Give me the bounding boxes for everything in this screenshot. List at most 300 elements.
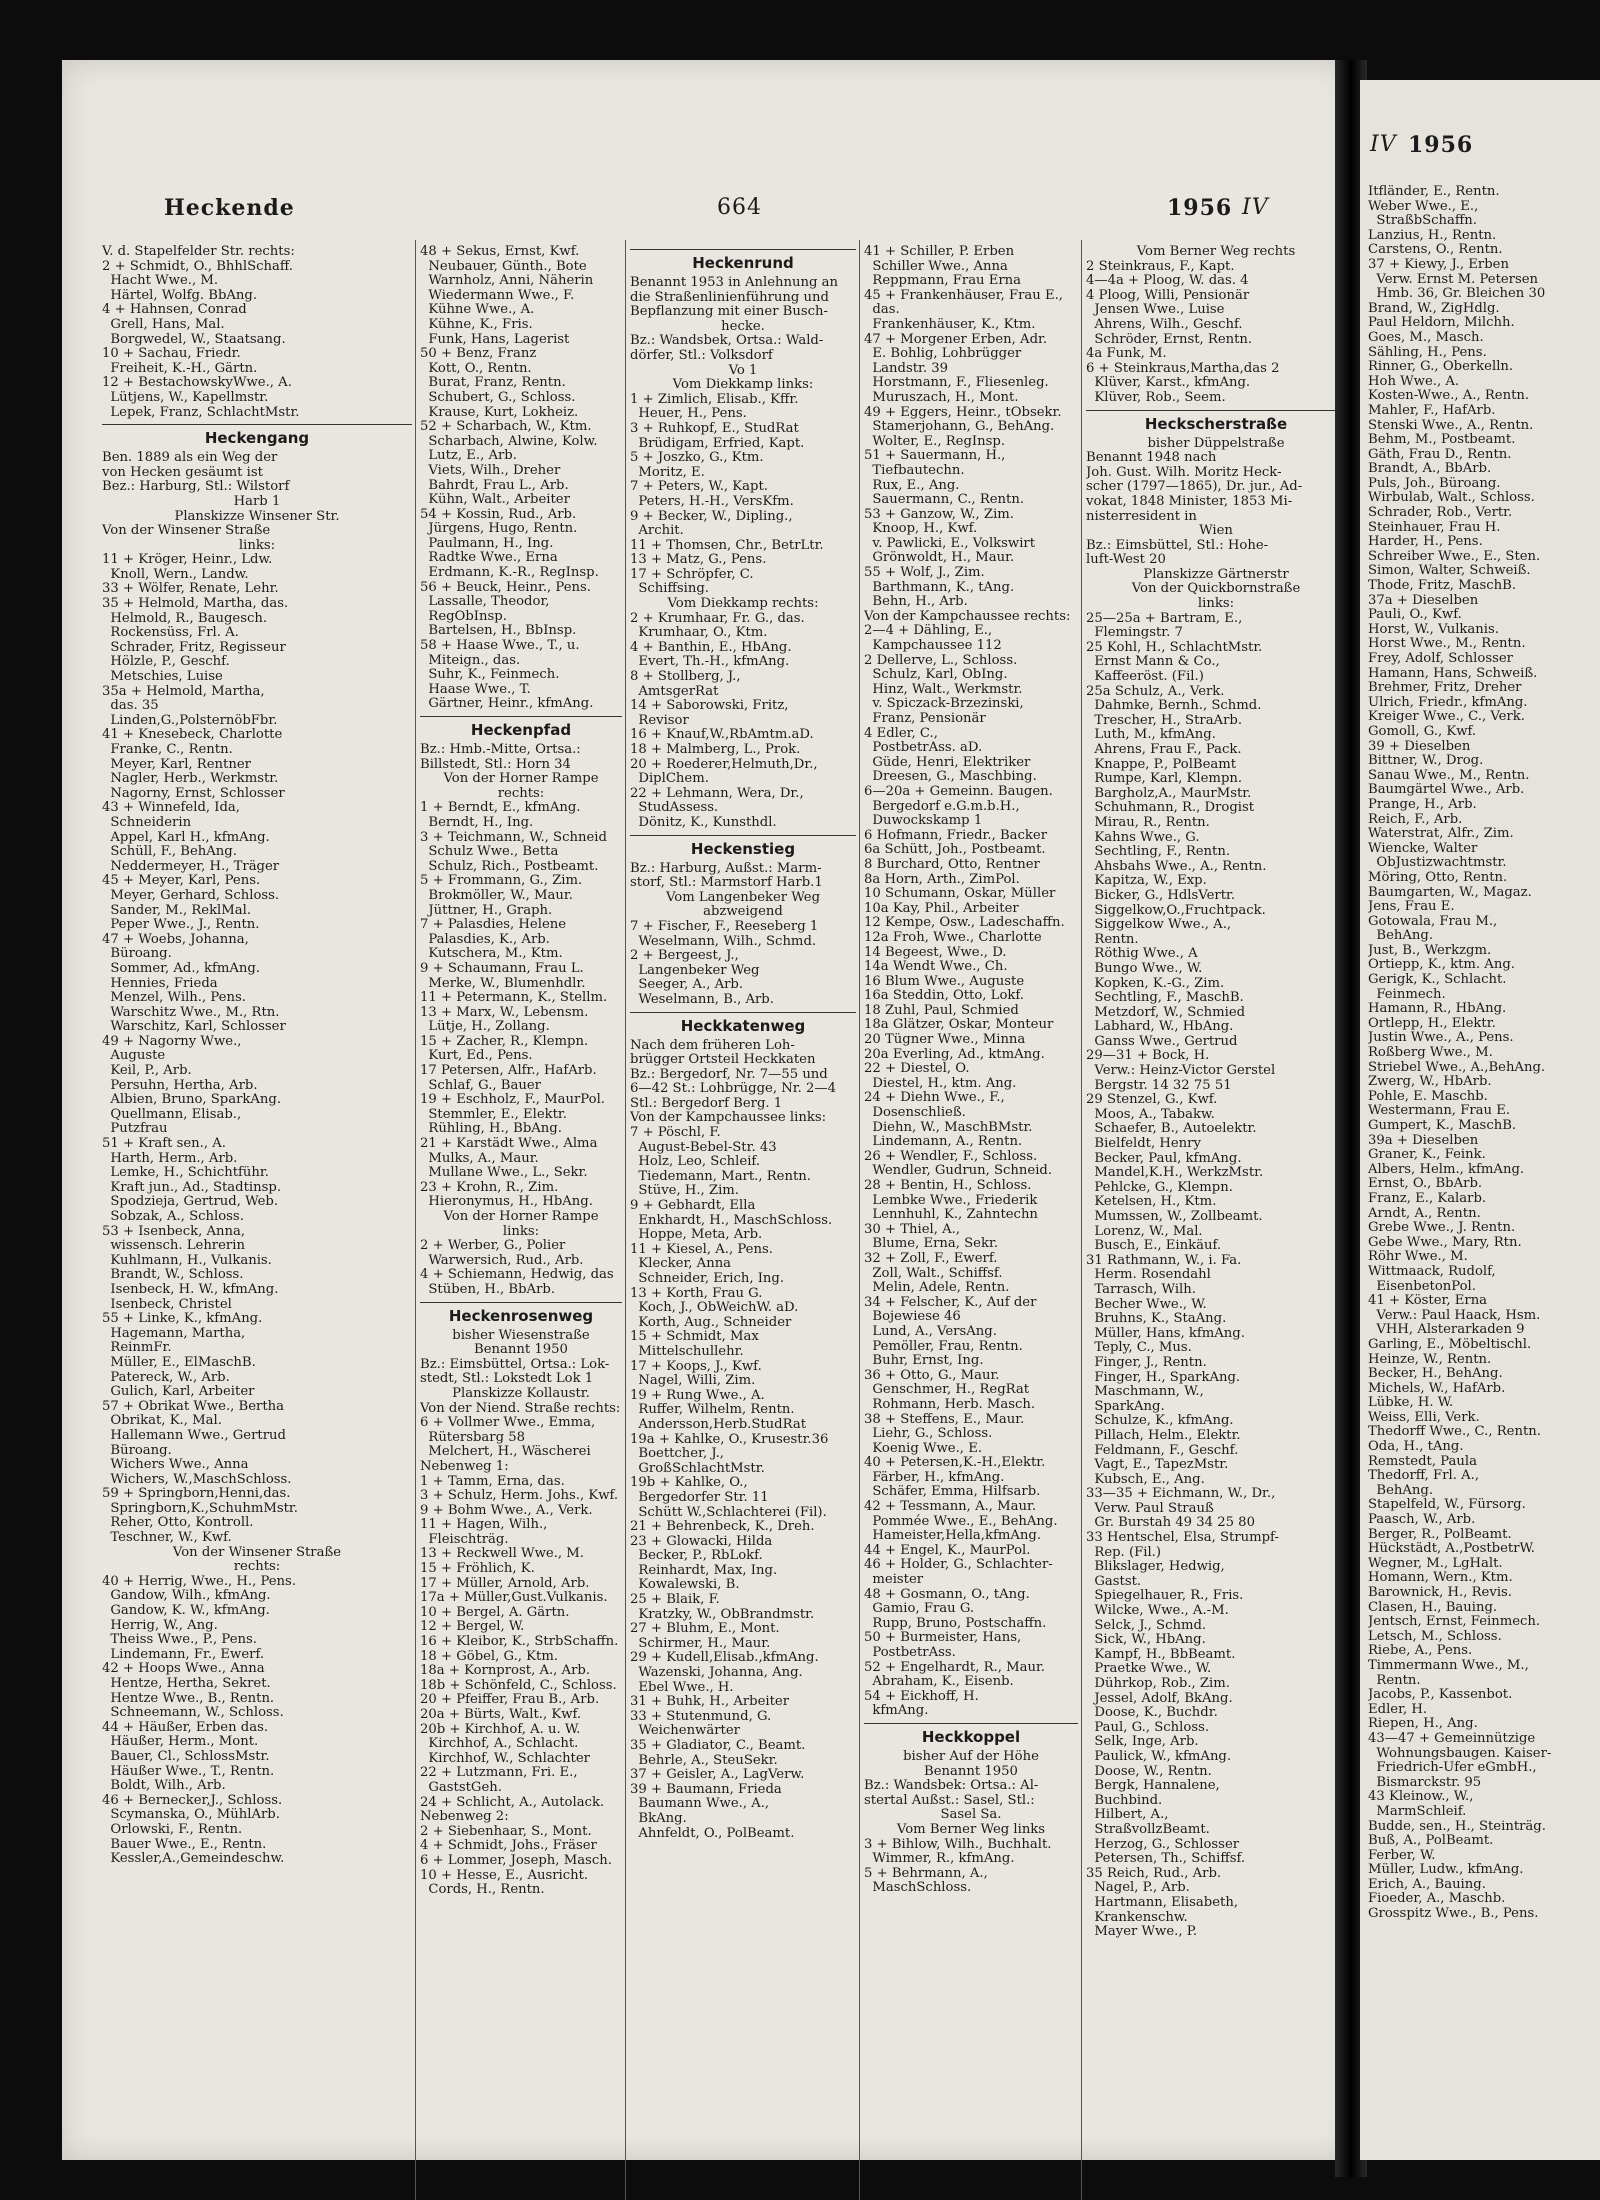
- street-heading: Heckkatenweg: [630, 1012, 856, 1039]
- column-6: [1368, 185, 1598, 2145]
- directory-line: 10 + Sachau, Friedr.: [102, 346, 241, 362]
- directory-line: 41 + Köster, Erna: [1368, 1293, 1488, 1309]
- directory-line: Hartmann, Elisabeth,: [1086, 1894, 1239, 1910]
- directory-line: Korth, Aug., Schneider: [630, 1314, 792, 1330]
- directory-line: 9 + Bohm Wwe., A., Verk.: [420, 1502, 593, 1518]
- directory-line: Evert, Th.-H., kfmAng.: [630, 654, 790, 670]
- directory-line: Gotowala, Frau M.,: [1368, 913, 1498, 929]
- directory-line: Auguste: [102, 1048, 166, 1064]
- directory-line: 20b + Kirchhof, A. u. W.: [420, 1721, 581, 1737]
- directory-line: Schüll, F., BehAng.: [102, 844, 237, 860]
- directory-line: Gandow, K. W., kfmAng.: [102, 1603, 270, 1619]
- directory-line: Harder, H., Pens.: [1368, 534, 1483, 550]
- directory-line: Wilcke, Wwe., A.-M.: [1086, 1603, 1229, 1619]
- directory-line: Bargholz,A., MaurMstr.: [1086, 785, 1252, 801]
- directory-line: Sander, M., ReklMal.: [102, 902, 252, 918]
- directory-line: Kühn, Walt., Arbeiter: [420, 492, 570, 508]
- directory-line: Sick, W., HbAng.: [1086, 1632, 1206, 1648]
- directory-line: Wirbulab, Walt., Schloss.: [1368, 490, 1535, 506]
- directory-line: Planskizze Kollaustr.: [452, 1385, 590, 1401]
- directory-line: Verw. Paul Strauß: [1086, 1500, 1214, 1516]
- directory-line: links:: [238, 537, 276, 553]
- directory-line: 22 + Lutzmann, Fri. E.,: [420, 1765, 578, 1781]
- directory-line: links:: [502, 1223, 540, 1239]
- directory-line: Wolter, E., RegInsp.: [864, 433, 1006, 449]
- directory-line: Thode, Fritz, MaschB.: [1368, 578, 1517, 594]
- directory-line: August-Bebel-Str. 43: [630, 1139, 777, 1155]
- directory-line: Koch, J., ObWeichW. aD.: [630, 1300, 799, 1316]
- directory-line: Müller, Ludw., kfmAng.: [1368, 1862, 1524, 1878]
- directory-line: Baumgarten, W., Magaz.: [1368, 884, 1532, 900]
- directory-line: Moritz, E.: [630, 464, 705, 480]
- directory-line: 23 + Krohn, R., Zim.: [420, 1179, 559, 1195]
- directory-line: Baumann Wwe., A.,: [630, 1796, 770, 1812]
- directory-line: 18a + Kornprost, A., Arb.: [420, 1663, 591, 1679]
- directory-line: Bz.: Wandsbek: Ortsa.: Al-: [864, 1778, 1039, 1794]
- directory-line: Bittner, W., Drog.: [1368, 753, 1484, 769]
- directory-line: Ahsbahs Wwe., A., Rentn.: [1086, 858, 1267, 874]
- directory-line: Itfländer, E., Rentn.: [1368, 185, 1500, 199]
- directory-line: Sanau Wwe., M., Rentn.: [1368, 767, 1530, 783]
- directory-line: 8a Horn, Arth., ZimPol.: [864, 871, 1020, 887]
- directory-line: 25 Kohl, H., SchlachtMstr.: [1086, 639, 1263, 655]
- directory-line: 15 + Fröhlich, K.: [420, 1561, 535, 1577]
- directory-line: Timmermann Wwe., M.,: [1368, 1657, 1529, 1673]
- directory-line: Schrader, Fritz, Regisseur: [102, 639, 286, 655]
- column-rule: [859, 240, 860, 2200]
- directory-line: Wazenski, Johanna, Ang.: [630, 1665, 803, 1681]
- directory-line: Bojewiese 46: [864, 1309, 961, 1325]
- directory-line: Schneider, Erich, Ing.: [630, 1271, 785, 1286]
- directory-line: Harb 1: [233, 493, 281, 509]
- directory-line: Prange, H., Arb.: [1368, 796, 1477, 812]
- directory-line: Clasen, H., Bauing.: [1368, 1599, 1498, 1615]
- directory-line: Liehr, G., Schloss.: [864, 1426, 993, 1442]
- directory-line: Michels, W., HafArb.: [1368, 1380, 1506, 1396]
- directory-line: Schlaf, G., Bauer: [420, 1077, 541, 1093]
- directory-line: 24 + Schlicht, A., Autolack.: [420, 1794, 605, 1810]
- directory-line: Sobzak, A., Schloss.: [102, 1209, 244, 1224]
- directory-line: Schütt W.,Schlachterei (Fil).: [630, 1504, 827, 1520]
- directory-line: Sauermann, C., Rentn.: [864, 492, 1025, 508]
- directory-line: 12 Kempe, Osw., Ladeschaffn.: [864, 915, 1065, 931]
- directory-line: 46 + Holder, G., Schlachter-: [864, 1557, 1053, 1573]
- directory-line: Ernst Mann & Co.,: [1086, 654, 1220, 670]
- directory-line: 11 + Kiesel, A., Pens.: [630, 1241, 773, 1257]
- directory-line: Schulz Wwe., Betta: [420, 844, 559, 860]
- street-heading: Heckkoppel: [864, 1723, 1078, 1750]
- directory-line: 15 + Schmidt, Max: [630, 1329, 759, 1345]
- directory-line: 43 + Winnefeld, Ida,: [102, 800, 240, 816]
- directory-line: Kahns Wwe., G.: [1086, 829, 1200, 845]
- directory-line: Franz, Pensionär: [864, 711, 986, 726]
- directory-line: Isenbeck, H. W., kfmAng.: [102, 1281, 279, 1297]
- directory-line: Carstens, O., Rentn.: [1368, 242, 1503, 258]
- directory-line: Dönitz, K., Kunsthdl.: [630, 814, 777, 830]
- directory-line: 10 + Bergel, A. Gärtn.: [420, 1604, 570, 1620]
- directory-line: Mayer Wwe., P.: [1086, 1924, 1198, 1940]
- directory-line: Harth, Herm., Arb.: [102, 1150, 238, 1166]
- directory-line: Knoll, Wern., Landw.: [102, 566, 249, 582]
- directory-line: Kirchhof, A., Schlacht.: [420, 1736, 579, 1752]
- directory-line: 6—20a + Gemeinn. Baugen.: [864, 783, 1053, 799]
- directory-line: Lütje, H., Zollang.: [420, 1019, 550, 1035]
- directory-line: Ortlepp, H., Elektr.: [1368, 1015, 1496, 1031]
- directory-line: Brüdigam, Erfried, Kapt.: [630, 435, 805, 451]
- directory-line: Rentn.: [1086, 931, 1139, 947]
- directory-line: 6 + Vollmer Wwe., Emma,: [420, 1415, 596, 1431]
- directory-line: Thedorff Wwe., C., Rentn.: [1368, 1424, 1541, 1440]
- directory-line: Horstmann, F., Fliesenleg.: [864, 375, 1049, 391]
- directory-line: Ernst, O., BbArb.: [1368, 1176, 1483, 1192]
- directory-line: Schröder, Ernst, Rentn.: [1086, 331, 1253, 347]
- directory-line: Kampf, H., BbBeamt.: [1086, 1646, 1236, 1662]
- directory-line: Bepflanzung mit einer Busch-: [630, 304, 828, 320]
- directory-line: 46 + Bernecker,J., Schloss.: [102, 1792, 283, 1808]
- directory-line: Hoh Wwe., A.: [1368, 373, 1460, 389]
- directory-line: Weselmann, Wilh., Schmd.: [630, 933, 817, 949]
- directory-line: Vom Diekkamp links:: [672, 377, 814, 393]
- directory-line: Schirmer, H., Maur.: [630, 1635, 771, 1651]
- directory-line: 25—25a + Bartram, E.,: [1086, 610, 1243, 626]
- directory-line: Spodzieja, Gertrud, Web.: [102, 1194, 279, 1210]
- directory-line: Steinhauer, Frau H.: [1368, 519, 1501, 535]
- directory-line: Verw.: Paul Haack, Hsm.: [1368, 1307, 1541, 1323]
- directory-line: 29 + Kudell,Elisab.,kfmAng.: [630, 1650, 819, 1666]
- directory-line: Brand, W., ZigHdlg.: [1368, 300, 1500, 316]
- directory-line: Grell, Hans, Mal.: [102, 316, 225, 332]
- directory-line: Mandel,K.H., WerkzMstr.: [1086, 1165, 1264, 1181]
- directory-line: Riebe, A., Pens.: [1368, 1643, 1473, 1659]
- directory-line: Kühne Wwe., A.: [420, 302, 535, 318]
- directory-line: Gomoll, G., Kwf.: [1368, 723, 1477, 739]
- directory-line: Kurt, Ed., Pens.: [420, 1048, 533, 1064]
- directory-line: Gastst.: [1086, 1573, 1142, 1589]
- directory-line: Pohle, E. Maschb.: [1368, 1088, 1488, 1104]
- directory-line: Frankenhäuser, K., Ktm.: [864, 316, 1036, 332]
- directory-line: Weber Wwe., E.,: [1368, 198, 1479, 214]
- directory-line: Weselmann, B., Arb.: [630, 991, 774, 1007]
- directory-line: Nagel, P., Arb.: [1086, 1880, 1190, 1896]
- directory-line: Bz.: Wandsbek, Ortsa.: Wald-: [630, 333, 824, 349]
- directory-line: Sähling, H., Pens.: [1368, 344, 1487, 360]
- directory-line: Lübke, H. W.: [1368, 1395, 1454, 1411]
- directory-line: PostbetrAss.: [864, 1645, 956, 1660]
- directory-line: Langenbeker Weg: [630, 962, 760, 978]
- directory-line: Gebe Wwe., Mary, Rtn.: [1368, 1234, 1522, 1250]
- directory-line: scher (1797—1865), Dr. jur., Ad-: [1086, 479, 1303, 495]
- directory-line: Lorenz, W., Mal.: [1086, 1223, 1203, 1239]
- directory-line: Pemöller, Frau, Rentn.: [864, 1338, 1023, 1354]
- directory-line: Menzel, Wilh., Pens.: [102, 990, 246, 1006]
- directory-line: Brokmöller, W., Maur.: [420, 887, 573, 903]
- directory-line: Finger, H., SparkAng.: [1086, 1369, 1241, 1385]
- directory-line: Persuhn, Hertha, Arb.: [102, 1077, 258, 1093]
- directory-line: Wittmaack, Rudolf,: [1368, 1263, 1496, 1279]
- directory-line: Hinz, Walt., Werkmstr.: [864, 681, 1023, 697]
- directory-line: Kott, O., Rentn.: [420, 360, 532, 376]
- directory-line: Frey, Adolf, Schlosser: [1368, 651, 1513, 666]
- directory-line: Burat, Franz, Rentn.: [420, 375, 566, 391]
- directory-line: Luth, M., kfmAng.: [1086, 727, 1216, 743]
- directory-line: BehAng.: [1368, 928, 1434, 944]
- directory-line: 16 + Kleibor, K., StrbSchaffn.: [420, 1634, 619, 1650]
- directory-line: 10a Kay, Phil., Arbeiter: [864, 900, 1019, 916]
- directory-line: Holz, Leo, Schleif.: [630, 1154, 761, 1170]
- directory-line: Bergedorfer Str. 11: [630, 1489, 769, 1505]
- directory-line: 4 + Schiemann, Hedwig, das: [420, 1267, 614, 1283]
- directory-line: Obrikat, K., Mal.: [102, 1413, 222, 1429]
- directory-line: GroßSchlachtMstr.: [630, 1460, 765, 1476]
- directory-line: Verw.: Heinz-Victor Gerstel: [1086, 1063, 1276, 1079]
- directory-line: Joh. Gust. Wilh. Moritz Heck-: [1086, 464, 1282, 480]
- directory-line: Neubauer, Günth., Bote: [420, 258, 587, 274]
- directory-line: Helmold, R., Baugesch.: [102, 610, 268, 626]
- directory-line: 2 + Schmidt, O., BhhlSchaff.: [102, 258, 293, 274]
- directory-line: v. Spiczack-Brzezinski,: [864, 696, 1024, 712]
- directory-line: Mirau, R., Rentn.: [1086, 814, 1210, 830]
- directory-line: Bz.: Eimsbüttel, Stl.: Hohe-: [1086, 537, 1269, 553]
- directory-line: Mullane Wwe., L., Sekr.: [420, 1165, 588, 1181]
- directory-line: Büroang.: [102, 946, 172, 962]
- directory-line: Rupp, Bruno, Postschaffn.: [864, 1615, 1047, 1631]
- directory-line: rechts:: [497, 785, 545, 801]
- directory-line: 39 + Dieselben: [1368, 738, 1471, 754]
- directory-line: luft-West 20: [1086, 552, 1166, 568]
- directory-line: 14a Wendt Wwe., Ch.: [864, 959, 1008, 975]
- directory-line: 29 Stenzel, G., Kwf.: [1086, 1092, 1218, 1108]
- directory-line: Praetke Wwe., W.: [1086, 1661, 1212, 1677]
- directory-line: 35 Reich, Rud., Arb.: [1086, 1865, 1222, 1881]
- directory-line: Jensen Wwe., Luise: [1086, 302, 1225, 318]
- directory-line: Krause, Kurt, Lokheiz.: [420, 404, 579, 420]
- directory-line: AmtsgerRat: [630, 683, 719, 699]
- directory-line: Barthmann, K., tAng.: [864, 579, 1015, 595]
- directory-line: Fioeder, A., Maschb.: [1368, 1891, 1506, 1907]
- directory-line: Dührkop, Rob., Zim.: [1086, 1676, 1230, 1691]
- directory-line: Nach dem früheren Loh-: [630, 1037, 795, 1053]
- directory-line: 43 Kleinow., W.,: [1368, 1789, 1474, 1805]
- directory-line: 2 + Bergeest, J.,: [630, 948, 739, 964]
- directory-line: Metschies, Luise: [102, 669, 223, 685]
- directory-line: Brehmer, Fritz, Dreher: [1368, 680, 1522, 696]
- directory-line: Erich, A., Bauing.: [1368, 1876, 1486, 1892]
- directory-line: 11 + Hagen, Wilh.,: [420, 1517, 548, 1533]
- directory-line: Theiss Wwe., P., Pens.: [102, 1632, 257, 1648]
- directory-line: 10 + Hesse, E., Ausricht.: [420, 1867, 589, 1883]
- facing-district: IV: [1370, 132, 1397, 157]
- directory-line: Sechtling, F., Rentn.: [1086, 844, 1231, 860]
- directory-line: 16 Blum Wwe., Auguste: [864, 973, 1025, 989]
- street-heading: Heckenrund: [630, 249, 856, 276]
- directory-line: 28 + Bentin, H., Schloss.: [864, 1178, 1032, 1193]
- directory-line: Ebel Wwe., H.: [630, 1679, 734, 1695]
- directory-line: 25a Schulz, A., Verk.: [1086, 683, 1225, 699]
- directory-line: Von der Horner Rampe: [443, 1209, 599, 1224]
- directory-line: Buß, A., PolBeamt.: [1368, 1833, 1494, 1849]
- directory-line: Benannt 1948 nach: [1086, 450, 1217, 466]
- directory-line: 17a + Müller,Gust.Vulkanis.: [420, 1590, 608, 1606]
- directory-line: Cords, H., Rentn.: [420, 1882, 545, 1898]
- directory-line: 4 Edler, C.,: [864, 725, 938, 741]
- directory-line: Doose, K., Buchdr.: [1086, 1705, 1218, 1721]
- directory-line: Lanzius, H., Rentn.: [1368, 227, 1497, 243]
- directory-line: 22 + Diestel, O.: [864, 1061, 970, 1077]
- directory-line: Rux, E., Ang.: [864, 477, 960, 493]
- directory-line: Schulz, Rich., Postbeamt.: [420, 858, 599, 874]
- directory-line: Teschner, W., Kwf.: [102, 1530, 232, 1546]
- directory-line: Stapelfeld, W., Fürsorg.: [1368, 1497, 1526, 1513]
- directory-line: Rütersbarg 58: [420, 1429, 526, 1445]
- directory-line: Putzfrau: [102, 1121, 168, 1137]
- directory-line: Rinner, G., Oberkelln.: [1368, 359, 1514, 375]
- directory-line: 14 + Saborowski, Fritz,: [630, 698, 789, 714]
- directory-line: Lennhuhl, K., Zahntechn: [864, 1207, 1038, 1223]
- directory-line: 55 + Linke, K., kfmAng.: [102, 1311, 263, 1327]
- directory-line: Jüttner, H., Graph.: [420, 902, 553, 918]
- directory-line: Lepek, Franz, SchlachtMstr.: [102, 404, 300, 420]
- directory-line: 20 + Pfeiffer, Frau B., Arb.: [420, 1692, 600, 1708]
- directory-line: Warschitz, Karl, Schlosser: [102, 1019, 286, 1035]
- directory-line: Ben. 1889 als ein Weg der: [102, 450, 278, 466]
- directory-line: Bz.: Bergedorf, Nr. 7—55 und: [630, 1066, 828, 1082]
- directory-line: Ahrens, Wilh., Geschf.: [1086, 316, 1243, 332]
- facing-page: [1360, 80, 1600, 2160]
- directory-line: Benannt 1950: [924, 1763, 1018, 1779]
- directory-line: Lindemann, A., Rentn.: [864, 1134, 1023, 1150]
- directory-line: v. Pawlicki, E., Volkswirt: [864, 535, 1036, 551]
- directory-line: Tiedemann, Mart., Rentn.: [630, 1168, 811, 1184]
- directory-line: Thedorff, Frl. A.,: [1368, 1468, 1480, 1484]
- directory-line: Vom Berner Weg rechts: [1136, 245, 1296, 259]
- directory-line: 17 + Koops, J., Kwf.: [630, 1358, 762, 1374]
- directory-line: Röthig Wwe., A: [1086, 946, 1198, 962]
- directory-line: wissensch. Lehrerin: [102, 1238, 245, 1254]
- directory-line: Herm. Rosendahl: [1086, 1267, 1211, 1283]
- directory-line: Mahler, F., HafArb.: [1368, 402, 1496, 418]
- directory-line: Rentn.: [1368, 1672, 1421, 1688]
- directory-line: 39a + Dieselben: [1368, 1132, 1479, 1148]
- directory-line: Gärtner, Heinr., kfmAng.: [420, 696, 594, 712]
- directory-line: Barownick, H., Revis.: [1368, 1585, 1512, 1600]
- directory-line: 19a + Kahlke, O., Krusestr.36: [630, 1431, 829, 1447]
- directory-line: Hückstädt, A.,PostbetrW.: [1368, 1541, 1535, 1557]
- directory-line: nisterresident in: [1086, 508, 1197, 524]
- directory-line: Peters, H.-H., VersKfm.: [630, 493, 794, 509]
- directory-line: Bismarckstr. 95: [1368, 1774, 1482, 1790]
- directory-line: BehAng.: [1368, 1482, 1434, 1498]
- directory-line: StudAssess.: [630, 800, 719, 816]
- directory-line: 6a Schütt, Joh., Postbeamt.: [864, 842, 1046, 858]
- directory-line: 53 + Isenbeck, Anna,: [102, 1223, 246, 1239]
- directory-line: Ruffer, Wilhelm, Rentn.: [630, 1402, 795, 1418]
- directory-line: Isenbeck, Christel: [102, 1296, 232, 1312]
- directory-line: 47 + Woebs, Johanna,: [102, 931, 249, 947]
- directory-line: Färber, H., kfmAng.: [864, 1469, 1005, 1485]
- directory-line: Rockensüss, Frl. A.: [102, 625, 239, 641]
- directory-line: Schulz, Karl, ObIng.: [864, 667, 1008, 683]
- directory-line: Brandt, W., Schloss.: [102, 1267, 244, 1283]
- directory-line: StraßvollzBeamt.: [1086, 1821, 1210, 1837]
- directory-line: 13 + Korth, Frau G.: [630, 1285, 763, 1301]
- directory-line: Wohnungsbaugen. Kaiser-: [1368, 1745, 1552, 1761]
- directory-line: 45 + Meyer, Karl, Pens.: [102, 873, 261, 889]
- directory-line: Dreesen, G., Maschbing.: [864, 769, 1037, 785]
- directory-line: Lund, A., VersAng.: [864, 1323, 997, 1339]
- facing-year: 1956: [1408, 132, 1474, 158]
- column-4: [864, 245, 1078, 2185]
- street-heading: Heckenpfad: [420, 716, 622, 743]
- directory-line: Nebenweg 2:: [420, 1809, 509, 1825]
- directory-line: Pehlcke, G., Klempn.: [1086, 1179, 1233, 1195]
- directory-line: Paul, G., Schloss.: [1086, 1719, 1210, 1735]
- directory-line: 9 + Schaumann, Frau L.: [420, 960, 584, 976]
- directory-line: Spiegelhauer, R., Fris.: [1086, 1588, 1244, 1604]
- directory-line: Becher Wwe., W.: [1086, 1296, 1207, 1312]
- directory-line: Genschmer, H., RegRat: [864, 1382, 1030, 1398]
- directory-line: Stüve, H., Zim.: [630, 1183, 740, 1199]
- directory-line: Jürgens, Hugo, Rentn.: [420, 521, 578, 537]
- directory-line: Hmb. 36, Gr. Bleichen 30: [1368, 286, 1546, 302]
- directory-line: 5 + Frommann, G., Zim.: [420, 873, 583, 889]
- directory-line: Schuhmann, R., Drogist: [1086, 800, 1255, 816]
- directory-line: 13 + Reckwell Wwe., M.: [420, 1546, 584, 1562]
- directory-line: Metzdorf, W., Schmied: [1086, 1004, 1246, 1020]
- directory-line: 20 Tügner Wwe., Minna: [864, 1032, 1026, 1048]
- directory-line: 18a Glätzer, Oskar, Monteur: [864, 1017, 1054, 1033]
- directory-line: ObJustizwachtmstr.: [1368, 855, 1507, 871]
- directory-line: Hieronymus, H., HbAng.: [420, 1194, 593, 1210]
- directory-line: Hentze Wwe., B., Rentn.: [102, 1690, 275, 1706]
- directory-line: Von der Winsener Straße: [172, 1544, 342, 1560]
- directory-line: 50 + Benz, Franz: [420, 346, 537, 362]
- directory-line: 12 + BestachowskyWwe., A.: [102, 375, 292, 391]
- directory-line: Kubsch, E., Ang.: [1086, 1471, 1205, 1487]
- directory-line: vokat, 1848 Minister, 1853 Mi-: [1086, 493, 1293, 509]
- directory-line: Neddermeyer, H., Träger: [102, 858, 280, 874]
- directory-line: Franz, E., Kalarb.: [1368, 1190, 1487, 1206]
- directory-line: V. d. Stapelfelder Str. rechts:: [102, 245, 295, 259]
- directory-line: von Hecken gesäumt ist: [102, 464, 263, 480]
- directory-line: Vo 1: [728, 362, 758, 378]
- directory-line: 32 + Zoll, F., Ewerf.: [864, 1250, 998, 1266]
- directory-line: Siggelkow Wwe., A.,: [1086, 917, 1232, 933]
- directory-line: Krankenschw.: [1086, 1909, 1188, 1925]
- directory-line: Jacobs, P., Kassenbot.: [1368, 1687, 1513, 1703]
- directory-line: 6 + Steinkraus,Martha,das 2: [1086, 360, 1280, 376]
- directory-line: Berger, R., PolBeamt.: [1368, 1526, 1512, 1542]
- directory-line: Seeger, A., Arb.: [630, 977, 744, 993]
- running-head-street: Heckende: [164, 195, 295, 221]
- directory-line: Müller, Hans, kfmAng.: [1086, 1325, 1245, 1341]
- directory-line: Klüver, Karst., kfmAng.: [1086, 375, 1251, 391]
- directory-line: StraßbSchaffn.: [1368, 213, 1477, 229]
- directory-line: Hilbert, A.,: [1086, 1807, 1169, 1823]
- directory-line: VHH, Alsterarkaden 9: [1368, 1322, 1525, 1338]
- directory-line: 12 + Bergel, W.: [420, 1619, 525, 1635]
- directory-line: Wimmer, R., kfmAng.: [864, 1851, 1015, 1867]
- directory-line: Bergedorf e.G.m.b.H.,: [864, 798, 1020, 814]
- directory-line: Pauli, O., Kwf.: [1368, 607, 1462, 623]
- directory-line: Grebe Wwe., J. Rentn.: [1368, 1220, 1516, 1236]
- directory-line: Von der Niend. Straße rechts:: [420, 1400, 621, 1416]
- directory-line: 18 Zuhl, Paul, Schmied: [864, 1002, 1019, 1018]
- directory-line: Von der Winsener Straße: [102, 523, 271, 539]
- directory-line: 35 + Helmold, Martha, das.: [102, 596, 289, 612]
- directory-line: Häußer Wwe., T., Rentn.: [102, 1763, 275, 1779]
- directory-line: Horst Wwe., M., Rentn.: [1368, 636, 1526, 652]
- directory-line: Hamann, Hans, Schweiß.: [1368, 665, 1538, 681]
